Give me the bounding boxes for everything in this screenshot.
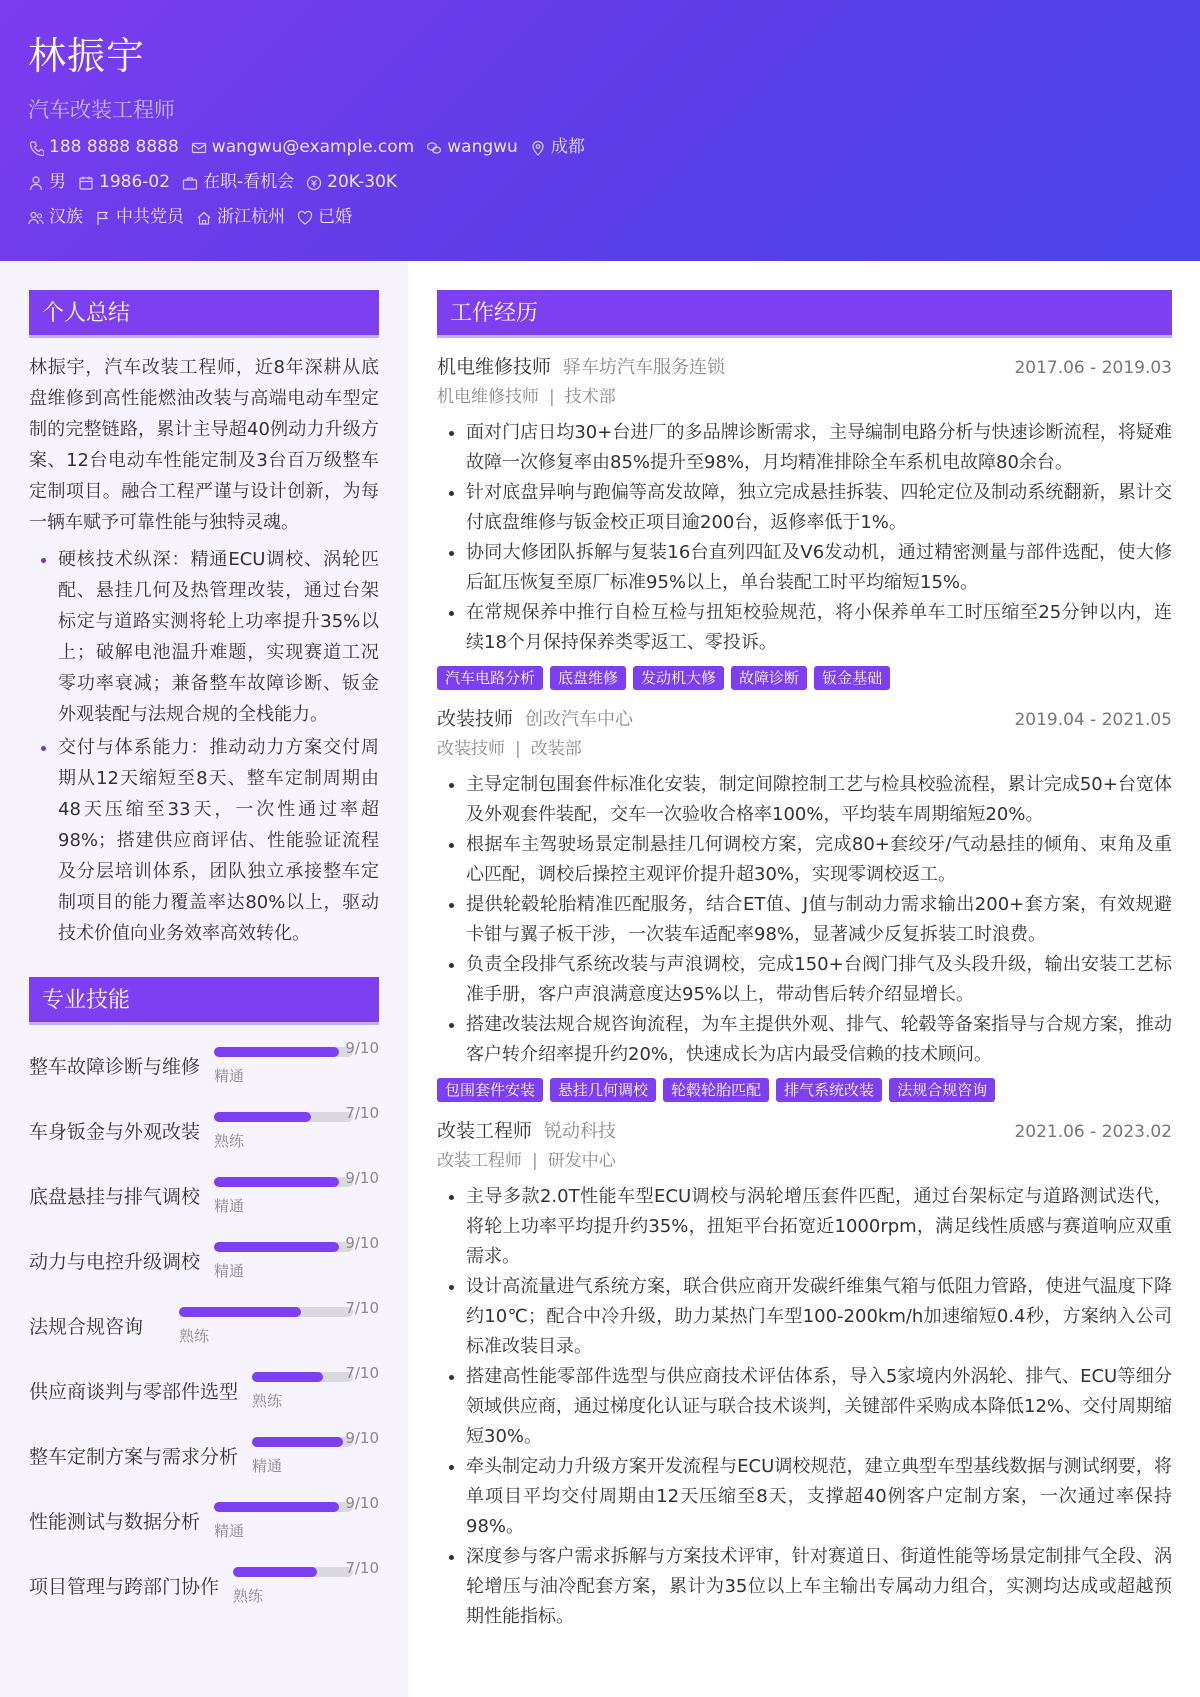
- job-title-group: [437, 1116, 616, 1147]
- people-icon: [28, 210, 44, 226]
- info-item: [182, 171, 294, 194]
- skill-score: 7/10: [345, 1559, 379, 1577]
- job-company: 驿车坊汽车服务连锁: [563, 357, 726, 378]
- skill-tag: 故障诊断: [731, 666, 807, 690]
- skill-item: [29, 1033, 379, 1098]
- job-role: 机电维修技师: [437, 356, 552, 378]
- skill-progress-fill: [214, 1177, 339, 1187]
- info-text: wangwu: [447, 137, 518, 157]
- home-icon: [196, 210, 212, 226]
- separator: |: [549, 387, 555, 407]
- skill-name: 项目管理与跨部门协作: [29, 1576, 220, 1598]
- job-bullet: • 提供轮毂轮胎精准匹配服务，结合ET值、J值与制动力需求输出200+套方案，有效规避卡钳与翼子板干涉，一次装车适配率98%，显著减少反复拆装工时浪费。: [466, 890, 1172, 950]
- skill-tag: 包围套件安装: [437, 1078, 543, 1102]
- skill-progress-fill: [233, 1567, 317, 1577]
- skill-progress-fill: [214, 1502, 339, 1512]
- skill-level: 精通: [214, 1522, 245, 1540]
- job-date: 2019.04 - 2021.05: [1014, 710, 1172, 730]
- skills-heading: 专业技能: [29, 977, 379, 1025]
- info-item: [306, 171, 397, 194]
- candidate-name: 林振宇: [28, 34, 146, 78]
- skill-progress-bar: [214, 1047, 353, 1057]
- job-position: 改装技师: [437, 739, 505, 759]
- info-text: wangwu@example.com: [211, 137, 415, 157]
- job-bullet: • 协同大修团队拆解与复装16台直列四缸及V6发动机，通过精密测量与部件选配，使大修后缸压恢复至原厂标准95%以上，单台装配工时平均缩短15%。: [466, 538, 1172, 598]
- skill-tag: 悬挂几何调校: [550, 1078, 656, 1102]
- skill-name: 法规合规咨询: [29, 1316, 144, 1338]
- skill-progress-fill: [252, 1372, 323, 1382]
- mail-icon: [191, 140, 207, 156]
- skill-score: 9/10: [345, 1234, 379, 1252]
- info-text: 浙江杭州: [217, 207, 285, 227]
- skill-progress-fill: [214, 1112, 311, 1122]
- location-icon: [530, 140, 546, 156]
- summary-bullet: • 交付与体系能力：推动动力方案交付周期从12天缩短至8天、整车定制周期由48天压缩至33天，一次性通过率超98%；搭建供应商评估、性能验证流程及分层培训体系，团队独立承接整车定制项目的能力覆盖率达80%以上，驱动技术价值向业务效率高效转化。: [58, 732, 379, 949]
- info-item: [191, 136, 414, 159]
- skill-name: 车身钣金与外观改装: [29, 1121, 201, 1143]
- contact-row: [28, 136, 1172, 159]
- skill-level: 精通: [214, 1067, 245, 1085]
- job-bullet: • 主导多款2.0T性能车型ECU调校与涡轮增压套件匹配，通过台架标定与道路测试迭代，将轮上功率平均提升约35%，扭矩平台拓宽近1000rpm，满足线性质感与赛道响应双重需求。: [466, 1182, 1172, 1272]
- skill-tag: 发动机大修: [633, 666, 724, 690]
- wechat-icon: [426, 140, 442, 156]
- job-bullets: [437, 418, 1172, 658]
- job-header: [437, 704, 1172, 734]
- main-content: [408, 261, 1200, 1632]
- info-item: [530, 136, 585, 159]
- job-entry: [437, 704, 1172, 1102]
- job-header: [437, 1116, 1172, 1146]
- skill-progress-bar: [179, 1307, 353, 1317]
- job-bullet: • 在常规保养中推行自检互检与扭矩校验规范，将小保养单车工时压缩至25分钟以内，连续18个月保持保养类零返工、零投诉。: [466, 598, 1172, 658]
- job-position: 改装工程师: [437, 1151, 522, 1171]
- skill-name: 底盘悬挂与排气调校: [29, 1186, 201, 1208]
- background-row: [28, 206, 1172, 229]
- job-bullet: • 搭建改装法规合规咨询流程，为车主提供外观、排气、轮毂等备案指导与合规方案，推动客户转介绍率提升约20%，快速成长为店内最受信赖的技术顾问。: [466, 1010, 1172, 1070]
- skill-progress-bar: [214, 1242, 353, 1252]
- skill-item: [29, 1293, 379, 1358]
- summary-paragraph: 林振宇，汽车改装工程师，近8年深耕从底盘维修到高性能燃油改装与高端电动车型定制的完整链路，累计主导超40例动力升级方案、12台电动车性能定制及3台百万级整车定制项目。融合工程严谨与设计创新，为每一辆车赋予可靠性能与独特灵魂。: [29, 357, 379, 533]
- skill-tag: 汽车电路分析: [437, 666, 543, 690]
- skill-level: 精通: [214, 1262, 245, 1280]
- job-bullet: • 深度参与客户需求拆解与方案技术评审，针对赛道日、街道性能等场景定制排气全段、涡轮增压与油冷配套方案，累计为35位以上车主输出专属动力组合，实测均达成或超越预期性能指标。: [466, 1542, 1172, 1632]
- skill-progress-fill: [179, 1307, 301, 1317]
- resume-header: [0, 0, 1200, 261]
- job-department: 研发中心: [547, 1151, 616, 1171]
- job-company: 锐动科技: [544, 1121, 617, 1142]
- job-title-group: [437, 352, 725, 383]
- job-subtitle: [437, 1146, 1172, 1176]
- skill-score: 7/10: [345, 1364, 379, 1382]
- job-bullet: • 主导定制包围套件标准化安装，制定间隙控制工艺与检具校验流程，累计完成50+台宽体及外观套件装配，交车一次验收合格率100%，平均装车周期缩短20%。: [466, 770, 1172, 830]
- skill-level: 熟练: [214, 1132, 245, 1150]
- skill-score: 9/10: [345, 1429, 379, 1447]
- separator: |: [532, 1151, 538, 1171]
- job-bullet: • 面对门店日均30+台进厂的多品牌诊断需求，主导编制电路分析与快速诊断流程，将疑难故障一次修复率由85%提升至98%，月均精准排除全车系机电故障80余台。: [466, 418, 1172, 478]
- phone-icon: [28, 140, 44, 156]
- skill-level: 熟练: [252, 1392, 283, 1410]
- skill-tag: 排气系统改装: [776, 1078, 882, 1102]
- job-date: 2017.06 - 2019.03: [1014, 358, 1172, 378]
- info-text: 汉族: [49, 207, 83, 227]
- skills-list: [29, 1033, 379, 1618]
- separator: |: [515, 739, 521, 759]
- skill-level: 精通: [214, 1197, 245, 1215]
- job-bullet: • 搭建高性能零部件选型与供应商技术评估体系，导入5家境内外涡轮、排气、ECU等细分领域供应商，通过梯度化认证与联合技术谈判，关键部件采购成本降低12%、交付周期缩短30%。: [466, 1362, 1172, 1452]
- candidate-title: 汽车改装工程师: [28, 98, 175, 122]
- skill-name: 整车故障诊断与维修: [29, 1056, 201, 1078]
- job-subtitle: [437, 734, 1172, 764]
- info-item: [297, 206, 352, 229]
- job-department: 改装部: [530, 739, 582, 759]
- summary-bullets: [29, 544, 379, 949]
- job-title-group: [437, 704, 633, 735]
- job-position: 机电维修技师: [437, 387, 539, 407]
- info-item: [28, 136, 179, 159]
- job-bullet: • 负责全段排气系统改装与声浪调校，完成150+台阀门排气及头段升级，输出安装工艺标准手册，客户声浪满意度达95%以上，带动售后转介绍显增长。: [466, 950, 1172, 1010]
- skill-progress-bar: [214, 1112, 353, 1122]
- summary-heading: 个人总结: [29, 290, 379, 338]
- job-date: 2021.06 - 2023.02: [1014, 1122, 1172, 1142]
- summary-bullet: • 硬核技术纵深：精通ECU调校、涡轮匹配、悬挂几何及热管理改装，通过台架标定与道路实测将轮上功率提升35%以上；破解电池温升难题，实现赛道工况零功率衰减；兼备整车故障诊断、钣金外观装配与法规合规的全栈能力。: [58, 544, 379, 730]
- info-text: 成都: [550, 137, 585, 157]
- skill-item: [29, 1488, 379, 1553]
- personal-row: [28, 171, 1172, 194]
- skill-level: 熟练: [233, 1587, 264, 1605]
- skill-score: 9/10: [345, 1169, 379, 1187]
- job-subtitle: [437, 382, 1172, 412]
- job-bullet: • 针对底盘异响与跑偏等高发故障，独立完成悬挂拆装、四轮定位及制动系统翻新，累计交付底盘维修与钣金校正项目逾200台，返修率低于1%。: [466, 478, 1172, 538]
- info-item: [78, 171, 170, 194]
- job-tags: [437, 1078, 1172, 1102]
- skill-name: 供应商谈判与零部件选型: [29, 1381, 239, 1403]
- user-icon: [28, 175, 44, 191]
- info-text: 20K-30K: [327, 172, 398, 192]
- skill-score: 9/10: [345, 1494, 379, 1512]
- job-header: [437, 352, 1172, 382]
- skill-tag: 轮毂轮胎匹配: [663, 1078, 769, 1102]
- job-bullet: • 根据车主驾驶场景定制悬挂几何调校方案，完成80+套绞牙/气动悬挂的倾角、束角及重心匹配，调校后操控主观评价提升超30%，实现零调校返工。: [466, 830, 1172, 890]
- experience-heading: 工作经历: [437, 290, 1172, 338]
- info-text: 中共党员: [116, 207, 184, 227]
- job-role: 改装工程师: [437, 1120, 533, 1142]
- job-role: 改装技师: [437, 708, 514, 730]
- skill-progress-fill: [214, 1242, 339, 1252]
- heart-icon: [297, 210, 313, 226]
- info-text: 188 8888 8888: [49, 137, 179, 157]
- skill-progress-fill: [252, 1437, 343, 1447]
- skill-score: 7/10: [345, 1299, 379, 1317]
- skill-item: [29, 1358, 379, 1423]
- skill-progress-bar: [214, 1502, 353, 1512]
- skill-level: 熟练: [179, 1327, 210, 1345]
- skill-name: 整车定制方案与需求分析: [29, 1446, 239, 1468]
- info-text: 1986-02: [99, 172, 171, 192]
- skill-item: [29, 1553, 379, 1618]
- salary-icon: [306, 175, 322, 191]
- skill-item: [29, 1163, 379, 1228]
- skill-score: 7/10: [345, 1104, 379, 1122]
- skill-level: 精通: [252, 1457, 283, 1475]
- job-bullet: • 牵头制定动力升级方案开发流程与ECU调校规范，建立典型车型基线数据与测试纲要，将单项目平均交付周期由12天压缩至8天，支撑超40例客户定制方案，一次通过率保持98%。: [466, 1452, 1172, 1542]
- info-item: [28, 206, 83, 229]
- skill-name: 性能测试与数据分析: [29, 1511, 201, 1533]
- briefcase-icon: [182, 175, 198, 191]
- skill-name: 动力与电控升级调校: [29, 1251, 201, 1273]
- flag-icon: [95, 210, 111, 226]
- skill-tag: 钣金基础: [814, 666, 890, 690]
- info-item: [28, 171, 66, 194]
- info-text: 在职-看机会: [203, 172, 295, 192]
- skill-score: 9/10: [345, 1039, 379, 1057]
- info-text: 男: [49, 172, 66, 192]
- calendar-icon: [78, 175, 94, 191]
- skill-progress-bar: [252, 1372, 353, 1382]
- job-tags: [437, 666, 1172, 690]
- job-entry: [437, 1116, 1172, 1632]
- skill-tag: 法规合规咨询: [889, 1078, 995, 1102]
- jobs-list: [437, 352, 1172, 1632]
- skill-tag: 底盘维修: [550, 666, 626, 690]
- job-bullets: [437, 1182, 1172, 1632]
- job-bullets: [437, 770, 1172, 1070]
- skill-item: [29, 1228, 379, 1293]
- job-company: 创改汽车中心: [525, 709, 634, 730]
- skill-item: [29, 1423, 379, 1488]
- skill-progress-bar: [233, 1567, 353, 1577]
- sidebar: [0, 261, 408, 1697]
- info-item: [95, 206, 184, 229]
- skill-item: [29, 1098, 379, 1163]
- skill-progress-bar: [214, 1177, 353, 1187]
- info-item: [426, 136, 518, 159]
- job-bullet: • 设计高流量进气系统方案，联合供应商开发碳纤维集气箱与低阻力管路，使进气温度下降约10℃；配合中冷升级，助力某热门车型100-200km/h加速缩短0.4秒，方案纳入公司标准改装目录。: [466, 1272, 1172, 1362]
- skill-progress-bar: [252, 1437, 353, 1447]
- info-item: [196, 206, 285, 229]
- job-department: 技术部: [564, 387, 616, 407]
- skill-progress-fill: [214, 1047, 339, 1057]
- job-entry: [437, 352, 1172, 690]
- info-text: 已婚: [318, 207, 352, 227]
